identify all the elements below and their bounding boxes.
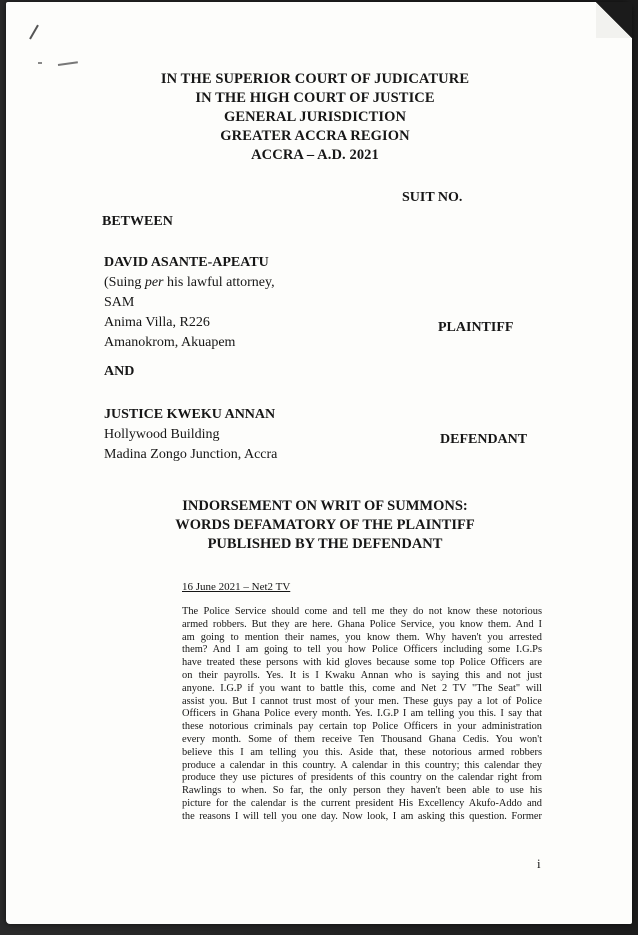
- pen-mark: [38, 62, 42, 64]
- transcript-line: am going to mention their names, you know them. Why haven't you arrested: [182, 631, 542, 643]
- transcript-line: Rawlings to when. So far, the only person they haven't been able to use his: [182, 785, 542, 797]
- page-number: i: [537, 856, 541, 871]
- transcript-line: The Police Service should come and tell me they do not know these notorious: [182, 606, 542, 617]
- transcript-line: believe this I am telling you this. Aside that, these notorious armed robbers: [182, 746, 542, 758]
- defendant-address-line: Hollywood Building: [104, 427, 220, 442]
- indorsement-line: PUBLISHED BY THE DEFENDANT: [207, 536, 443, 552]
- transcript-line: these notorious criminals pay certain top Police Officers in your administration: [182, 721, 542, 733]
- transcript-line: every month. Some of them receive Ten Thousand Ghana Cedis. You won't: [182, 733, 542, 745]
- suit-number-label: SUIT NO.: [402, 190, 463, 205]
- transcript-line: have treated these persons with kid gloves because some top Police Officers are: [182, 657, 542, 669]
- transcript-line: Officers in Ghana Police every month. Yes. I.G.P I am telling you this. I say that: [182, 708, 542, 720]
- defendant-block: [104, 405, 277, 465]
- transcript-line: on their payrolls. Yes. It is I Kwaku Annan who is saying this and not just: [182, 669, 542, 681]
- heading-line: IN THE SUPERIOR COURT OF JUDICATURE: [160, 71, 470, 87]
- indorsement-line: WORDS DEFAMATORY OF THE PLAINTIFF: [175, 517, 475, 533]
- transcript-line: produce a calendar in this country. A calendar in this country; this calendar they: [182, 759, 542, 771]
- transcript-line: the reasons I will tell you one day. Now look, I am asking this question. Former: [182, 810, 542, 822]
- heading-line: IN THE HIGH COURT OF JUSTICE: [195, 90, 435, 106]
- transcript-line: picture for the calendar is the current president His Excellency Akufo-Addo and: [182, 797, 542, 809]
- between-label: BETWEEN: [102, 214, 173, 229]
- heading-line: GREATER ACCRA REGION: [220, 128, 410, 144]
- defendant-role-label: DEFENDANT: [440, 432, 528, 447]
- heading-line: ACCRA – A.D. 2021: [251, 147, 379, 163]
- transcript-line: produce they use pictures of presidents of this country on the calendar right from: [182, 772, 542, 784]
- heading-line: GENERAL JURISDICTION: [223, 109, 407, 125]
- transcript-paragraph: [182, 606, 542, 824]
- defendant-name: JUSTICE KWEKU ANNAN: [104, 407, 276, 422]
- broadcast-date: 16 June 2021 – Net2 TV: [182, 581, 291, 593]
- and-label: AND: [104, 364, 135, 379]
- plaintiff-block: [104, 253, 275, 353]
- suing-suffix: his lawful attorney,: [163, 275, 275, 290]
- transcript-line: armed robbers. But they are here. Ghana Police Service, you know them. And I: [182, 618, 542, 630]
- page-corner: [596, 2, 632, 38]
- indorsement-line: INDORSEMENT ON WRIT OF SUMMONS:: [182, 498, 468, 514]
- plaintiff-suing-line: [104, 273, 275, 293]
- transcript-line: anyone. I.G.P if you want to battle this, come and Net 2 TV "The Seat" will: [182, 682, 542, 694]
- suing-prefix: (Suing: [104, 275, 145, 290]
- suing-per: per: [144, 275, 164, 290]
- court-heading: [150, 70, 480, 165]
- indorsement-title: [160, 497, 490, 554]
- plaintiff-address-line: Amanokrom, Akuapem: [104, 335, 236, 350]
- plaintiff-address-line: Anima Villa, R226: [104, 315, 210, 330]
- transcript-line: them? And I am going to tell you how Police Officers including some I.G.Ps: [182, 644, 542, 656]
- defendant-address-line: Madina Zongo Junction, Accra: [104, 447, 278, 462]
- plaintiff-attorney: SAM: [104, 295, 135, 310]
- transcript-line: assist you. But I cannot trust most of your men. These guys pay a lot of Police: [182, 695, 542, 707]
- plaintiff-name: DAVID ASANTE-APEATU: [104, 255, 269, 270]
- plaintiff-role-label: PLAINTIFF: [438, 320, 514, 335]
